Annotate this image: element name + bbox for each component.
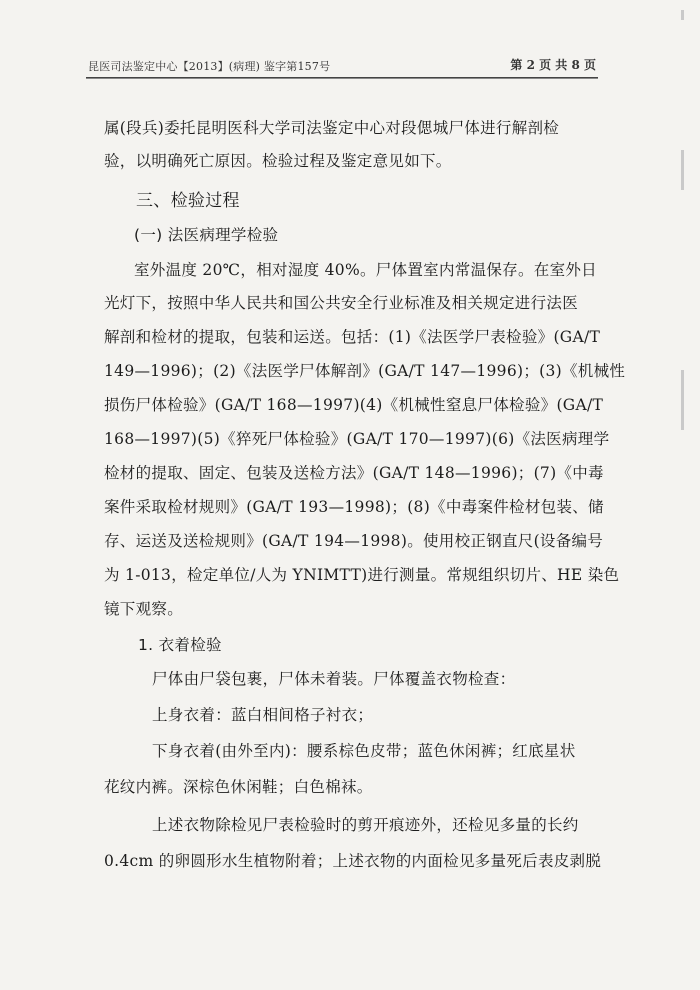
page-number: 第 2 页 共 8 页 xyxy=(510,58,596,72)
paragraph-line: 解剖和检材的提取，包装和运送。包括：(1)《法医学尸表检验》(GA/T xyxy=(104,328,601,346)
paragraph-line: 上身衣着：蓝白相间格子衬衣； xyxy=(152,706,374,724)
paragraph-line: 149—1996)；(2)《法医学尸体解剖》(GA/T 147—1996)；(3)《机械性 xyxy=(104,362,626,380)
paragraph-line: 检材的提取、固定、包装及送检方法》(GA/T 148—1996)；(7)《中毒 xyxy=(104,464,604,482)
header-divider xyxy=(86,77,598,79)
paragraph-line: 上述衣物除检见尸表检验时的剪开痕迹外，还检见多量的长约 xyxy=(152,816,579,834)
subsection-heading: (一) 法医病理学检验 xyxy=(134,226,279,244)
page-header xyxy=(88,56,596,76)
paragraph-line: 下身衣着(由外至内)：腰系棕色皮带；蓝色休闲裤；红底星状 xyxy=(152,742,576,760)
scan-edge-mark xyxy=(681,370,684,430)
paragraph-line: 室外温度 20℃，相对湿度 40%。尸体置室内常温保存。在室外日 xyxy=(134,261,597,279)
section-heading: 三、检验过程 xyxy=(136,191,240,211)
scan-edge-mark xyxy=(681,150,684,190)
paragraph-line: 存、运送及送检规则》(GA/T 194—1998)。使用校正钢直尺(设备编号 xyxy=(104,532,604,550)
document-number: 昆医司法鉴定中心【2013】(病理) 鉴字第157号 xyxy=(88,60,331,73)
paragraph-line: 光灯下，按照中华人民共和国公共安全行业标准及相关规定进行法医 xyxy=(104,294,579,312)
paragraph-line: 168—1997)(5)《猝死尸体检验》(GA/T 170—1997)(6)《法医病理学 xyxy=(104,430,610,448)
paragraph-line: 镜下观察。 xyxy=(104,600,184,618)
paragraph-line: 0.4cm 的卵圆形水生植物附着；上述衣物的内面检见多量死后表皮剥脱 xyxy=(104,852,602,870)
paragraph-line: 为 1-013，检定单位/人为 YNIMTT)进行测量。常规组织切片、HE 染色 xyxy=(104,566,620,584)
scan-edge-mark xyxy=(681,10,684,20)
paragraph-line: 案件采取检材规则》(GA/T 193—1998)；(8)《中毒案件检材包装、储 xyxy=(104,498,604,516)
paragraph-line: 损伤尸体检验》(GA/T 168—1997)(4)《机械性窒息尸体检验》(GA/T xyxy=(104,396,604,414)
paragraph-line: 属(段兵)委托昆明医科大学司法鉴定中心对段偲城尸体进行解剖检 xyxy=(104,119,560,137)
paragraph-line: 验，以明确死亡原因。检验过程及鉴定意见如下。 xyxy=(104,152,452,170)
paragraph-line: 花纹内裤。深棕色休闲鞋；白色棉袜。 xyxy=(104,778,373,796)
paragraph-line: 尸体由尸袋包裹，尸体未着装。尸体覆盖衣物检查： xyxy=(152,670,516,688)
item-heading: 1. 衣着检验 xyxy=(138,636,222,654)
